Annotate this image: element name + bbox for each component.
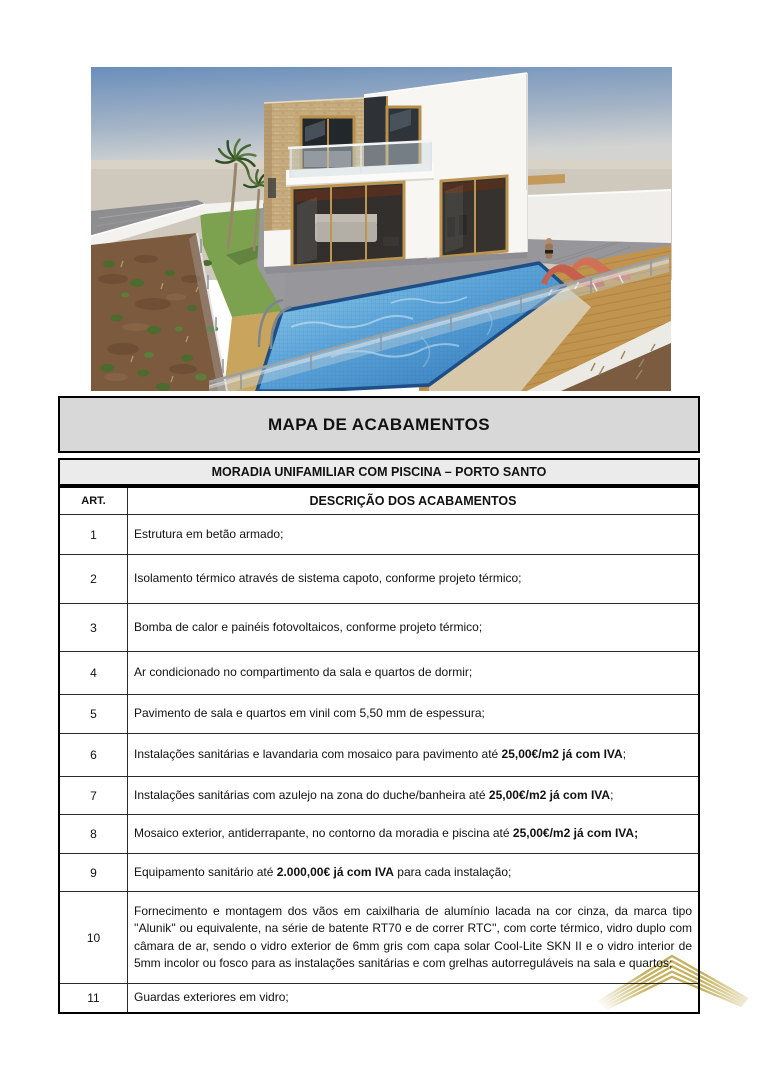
row-art-number: 10 [59,892,128,984]
table-row [59,777,699,815]
company-logo [588,944,763,1036]
finishes-table [58,486,700,1014]
table-row [59,515,699,555]
row-art-number: 8 [59,815,128,854]
villa-house [264,73,527,274]
row-art-number: 11 [59,984,128,1013]
table-header-row [59,487,699,515]
table-row [59,555,699,604]
art-column-header: ART. [59,487,128,515]
row-art-number: 6 [59,734,128,777]
table-row [59,815,699,854]
row-description: Instalações sanitárias e lavandaria com mosaico para pavimento até 25,00€/m2 já com IVA; [128,734,700,777]
boundary-wall-right [527,190,671,245]
document-title: MAPA DE ACABAMENTOS [268,414,490,434]
ground-floor-glazing-left [292,182,404,266]
row-description: Equipamento sanitário até 2.000,00€ já com IVA para cada instalação; [128,854,700,892]
row-description: Estrutura em betão armado; [128,515,700,555]
table-row [59,604,699,652]
row-description: Instalações sanitárias com azulejo na zona do duche/banheira até 25,00€/m2 já com IVA; [128,777,700,815]
person [545,238,553,259]
row-description: Mosaico exterior, antiderrapante, no contorno da moradia e piscina até 25,00€/m2 já com IVA; [128,815,700,854]
row-art-number: 4 [59,652,128,695]
table-row [59,652,699,695]
table-row [59,695,699,734]
row-description: Pavimento de sala e quartos em vinil com 5,50 mm de espessura; [128,695,700,734]
hero-image [91,67,672,391]
document-title-bar [58,396,700,453]
finishes-table-body [59,515,699,1013]
villa-render-illustration [91,67,672,391]
table-row [59,854,699,892]
row-art-number: 1 [59,515,128,555]
row-description: Guardas exteriores em vidro; [128,984,700,1013]
row-description: Isolamento térmico através de sistema capoto, conforme projeto térmico; [128,555,700,604]
description-column-header: DESCRIÇÃO DOS ACABAMENTOS [128,487,700,515]
row-description: Ar condicionado no compartimento da sala e quartos de dormir; [128,652,700,695]
document-subtitle-bar [58,458,700,486]
row-art-number: 2 [59,555,128,604]
row-art-number: 3 [59,604,128,652]
gold-chevron-mountain-icon [588,944,763,1036]
row-description: Fornecimento e montagem dos vãos em caixilharia de alumínio lacada na cor cinza, da marca tipo ''Alunik'' ou equivalente, na série de batente RT70 e de correr RTC'', com corte térmico, vidro duplo com câmara de ar, sendo o vidro exterior de 6mm gris com capa solar Cool-Lite SKN II e o vidro interior de 5mm incolor ou fosco para as instalações sanitárias e com grelhas autorreguláveis na sala e quartos; [128,892,700,984]
row-art-number: 7 [59,777,128,815]
ground-floor-glazing-right [441,176,507,257]
row-art-number: 9 [59,854,128,892]
row-description: Bomba de calor e painéis fotovoltaicos, conforme projeto térmico; [128,604,700,652]
document-subtitle: MORADIA UNIFAMILIAR COM PISCINA – PORTO SANTO [211,465,547,479]
row-art-number: 5 [59,695,128,734]
table-row [59,734,699,777]
